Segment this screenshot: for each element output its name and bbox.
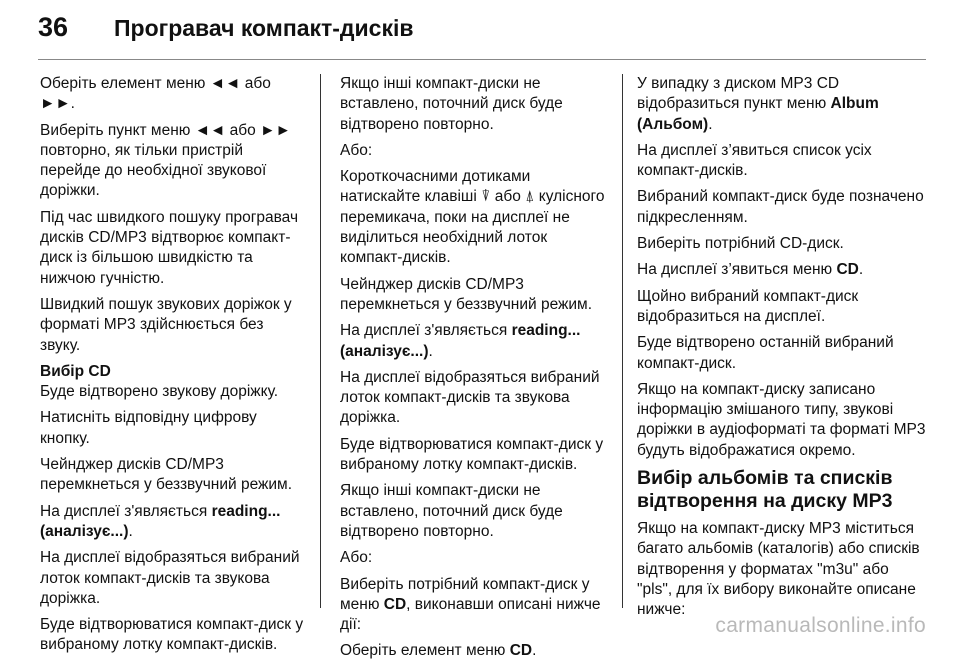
- column-2: [340, 74, 610, 668]
- paragraph: [637, 260, 927, 280]
- text: На дисплеї з'являється: [40, 502, 212, 520]
- page-title: Програвач компакт-дисків: [114, 15, 414, 41]
- menu-name: CD: [836, 261, 859, 279]
- paragraph: Виберіть потрібний CD-диск.: [637, 235, 844, 253]
- text: На дисплеї з'являється: [340, 322, 512, 340]
- column-1: [40, 74, 306, 662]
- column-divider: [320, 74, 321, 608]
- text: , виконавши описані нижче дії:: [340, 595, 601, 634]
- text: Виберіть потрібний компакт-диск у меню: [340, 575, 590, 613]
- paragraph: На дисплеї відобразяться вибраний лоток компакт-дисків та звукова доріжка.: [340, 368, 600, 427]
- text: .: [428, 342, 433, 360]
- paragraph: [40, 502, 306, 543]
- page-number: 36: [38, 12, 69, 42]
- paragraph: Буде відтворюватися компакт-диск у вибраному лотку компакт-дисків.: [340, 435, 604, 474]
- paragraph: Виберіть пункт меню ◄◄ або ►► повторно, як тільки пристрій перейде до необхідної звукової доріжки.: [40, 121, 291, 200]
- paragraph: Швидкий пошук звукових доріжок у форматі MP3 здійснюється без звуку.: [40, 295, 292, 354]
- paragraph: Чейнджер дисків CD/MP3 перемкнеться у беззвучний режим.: [40, 456, 293, 494]
- page-header: [38, 12, 414, 43]
- paragraph: Натисніть відповідну цифрову кнопку.: [40, 409, 257, 447]
- text: кулісного перемикача, поки на дисплеї не виділиться необхідний лоток компакт-дисків.: [340, 188, 605, 267]
- paragraph: [340, 575, 610, 636]
- text: .: [708, 115, 713, 133]
- paragraph: Якщо інші компакт-диски не вставлено, поточний диск буде відтворено повторно.: [340, 482, 563, 540]
- paragraph: [340, 321, 610, 362]
- paragraph: Або:: [340, 141, 373, 159]
- paragraph: Або:: [340, 549, 373, 567]
- text: .: [532, 642, 537, 660]
- rocker-down-icon: ⍒: [481, 188, 491, 206]
- text: .: [128, 522, 133, 540]
- paragraph: Щойно вибраний компакт-диск відобразиться на дисплеї.: [637, 287, 859, 325]
- paragraph: Буде відтворено останній вибраний компакт-диск.: [637, 334, 894, 372]
- text: .: [858, 261, 864, 279]
- paragraph: Якщо на компакт-диску записано інформацію змішаного типу, звукові доріжки в аудіоформаті та форматі MP3 будуть відображатися окремо.: [637, 380, 926, 459]
- display-message: reading... (аналізує...): [340, 322, 581, 360]
- paragraph: [340, 167, 610, 268]
- text: На дисплеї з’явиться меню: [637, 261, 837, 279]
- rocker-up-icon: ⍋: [525, 188, 535, 206]
- paragraph: Під час швидкого пошуку програвач дисків CD/MP3 відтворює компакт-диск із більшою швидкістю та нижчою гучністю.: [40, 208, 299, 287]
- column-divider: [622, 74, 623, 608]
- section-heading: Вибір альбомів та списків відтворення на диску MP3: [637, 467, 893, 513]
- watermark: carmanualsonline.info: [715, 614, 926, 637]
- paragraph: [340, 641, 610, 661]
- header-rule: [38, 59, 926, 60]
- display-message: reading... (аналізує...): [40, 502, 281, 540]
- subheading-cd-select: Вибір CD: [40, 362, 111, 380]
- text: Оберіть елемент меню: [340, 642, 510, 660]
- paragraph: Чейнджер дисків CD/MP3 перемкнеться у беззвучний режим.: [340, 275, 593, 313]
- paragraph: Буде відтворюватися компакт-диск у вибраному лотку компакт-дисків.: [40, 616, 304, 654]
- text: Короткочасними дотиками натискайте клавіші: [340, 168, 531, 206]
- column-3: [637, 74, 927, 627]
- text: У випадку з диском MP3 CD відобразиться пункт меню: [637, 75, 840, 113]
- menu-name: Album (Альбом): [637, 95, 879, 133]
- menu-name: CD: [383, 595, 407, 613]
- paragraph: Якщо на компакт-диску MP3 міститься багато альбомів (каталогів) або списків відтворення у форматах "m3u" або "pls", для їх вибору виконайте описане нижче:: [637, 520, 920, 619]
- paragraph: На дисплеї з’явиться список усіх компакт-дисків.: [637, 141, 872, 180]
- text: або: [490, 188, 526, 206]
- paragraph: Якщо інші компакт-диски не вставлено, поточний диск буде відтворено повторно.: [340, 75, 563, 133]
- paragraph: Буде відтворено звукову доріжку.: [40, 383, 279, 401]
- menu-name: CD: [509, 642, 533, 660]
- paragraph: [637, 74, 927, 135]
- paragraph: Вибраний компакт-диск буде позначено підкресленням.: [637, 188, 924, 226]
- paragraph: Оберіть елемент меню ◄◄ або ►►.: [40, 75, 271, 113]
- paragraph: На дисплеї відобразяться вибраний лоток компакт-дисків та звукова доріжка.: [40, 549, 300, 607]
